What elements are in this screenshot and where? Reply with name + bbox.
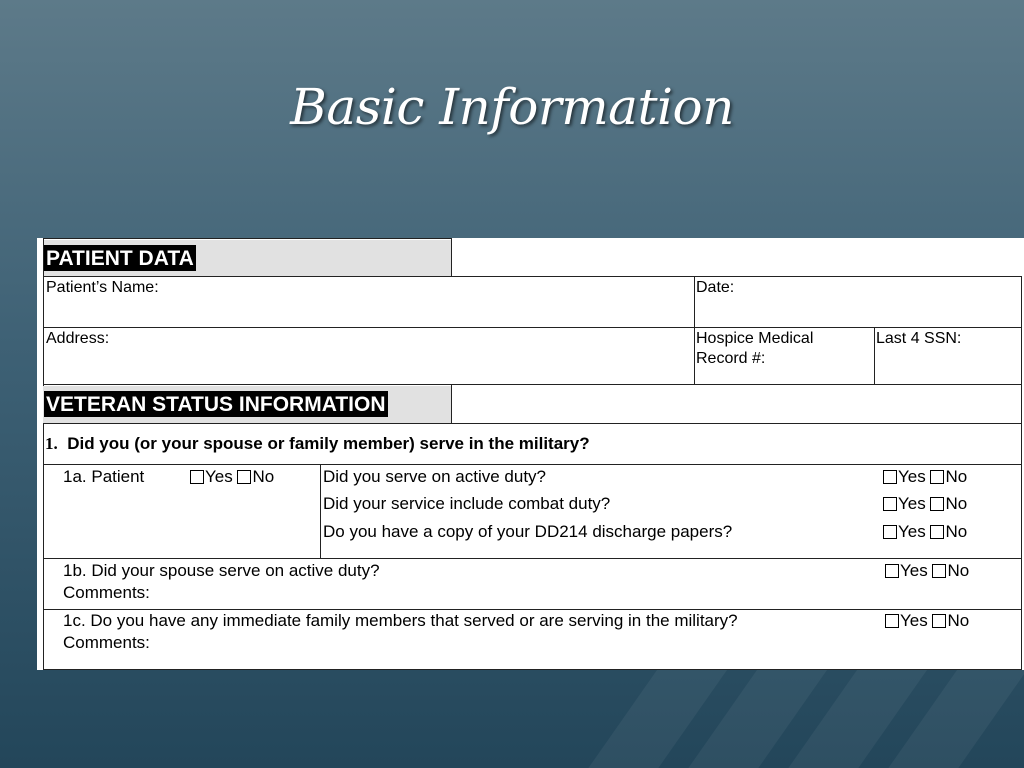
dd214-yes-checkbox[interactable]: [883, 525, 897, 539]
combat-duty-yes-checkbox[interactable]: [883, 497, 897, 511]
q1a-yes-no: Yes No: [190, 467, 274, 487]
q1c-comments-field[interactable]: Comments:: [63, 633, 150, 652]
question-1c: 1c. Do you have any immediate family members that served or are serving in the military?: [63, 611, 738, 630]
q1b-no-checkbox[interactable]: [932, 564, 946, 578]
q1a-active-duty: Did you serve on active duty?: [323, 467, 547, 486]
medical-record-field-line1[interactable]: Hospice Medical: [696, 330, 814, 347]
q1a-yes-checkbox[interactable]: [190, 470, 204, 484]
address-field[interactable]: Address:: [46, 330, 110, 347]
patient-data-header: PATIENT DATA: [46, 247, 194, 270]
date-field[interactable]: Date:: [696, 279, 735, 296]
q1b-yes-checkbox[interactable]: [885, 564, 899, 578]
combat-duty-no-checkbox[interactable]: [930, 497, 944, 511]
patient-name-field[interactable]: Patient’s Name:: [46, 279, 159, 296]
q1a-dd214: Do you have a copy of your DD214 discharge papers?: [323, 522, 733, 541]
question-1: 1. Did you (or your spouse or family member) serve in the military?: [45, 434, 590, 453]
combat-duty-yes-no: Yes No: [883, 494, 967, 514]
dd214-yes-no: Yes No: [883, 522, 967, 542]
q1c-no-checkbox[interactable]: [932, 614, 946, 628]
active-duty-yes-no: Yes No: [883, 467, 967, 487]
question-1a-label: 1a. Patient: [63, 467, 145, 486]
question-1b: 1b. Did your spouse serve on active duty?: [63, 561, 380, 580]
form-sheet: [37, 238, 1024, 670]
q1a-no-checkbox[interactable]: [237, 470, 251, 484]
dd214-no-checkbox[interactable]: [930, 525, 944, 539]
slide-title: Basic Information: [290, 78, 734, 136]
q1c-yes-no: Yes No: [885, 611, 969, 631]
active-duty-yes-checkbox[interactable]: [883, 470, 897, 484]
medical-record-field-line2: Record #:: [696, 350, 766, 367]
q1b-yes-no: Yes No: [885, 561, 969, 581]
q1b-comments-field[interactable]: Comments:: [63, 583, 150, 602]
ssn-field[interactable]: Last 4 SSN:: [876, 330, 962, 347]
active-duty-no-checkbox[interactable]: [930, 470, 944, 484]
q1c-yes-checkbox[interactable]: [885, 614, 899, 628]
veteran-status-header: VETERAN STATUS INFORMATION: [46, 393, 386, 416]
q1a-combat-duty: Did your service include combat duty?: [323, 494, 611, 513]
